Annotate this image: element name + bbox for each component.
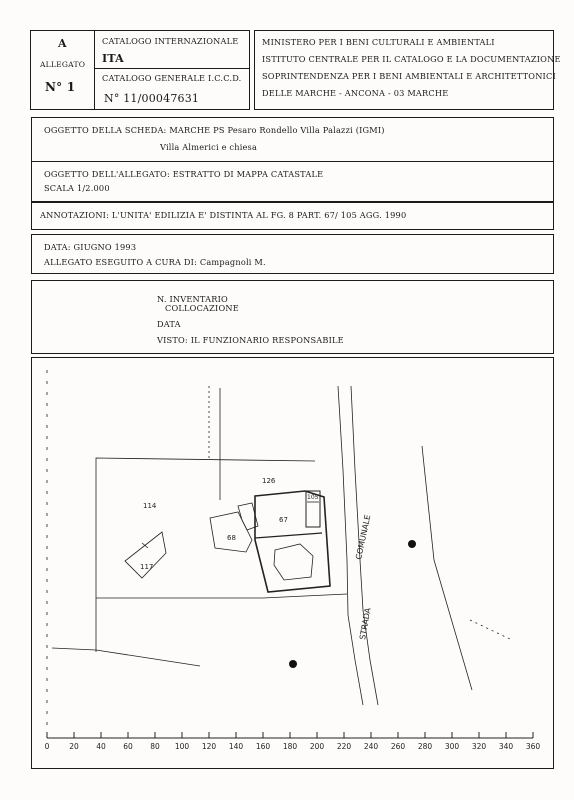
data-text: DATA: GIUGNO 1993 <box>44 242 137 252</box>
data-label: DATA <box>157 319 181 329</box>
parcel-label-67: 67 <box>279 516 288 524</box>
n-inventario: N. INVENTARIO <box>157 294 228 304</box>
visto-label: VISTO: IL FUNZIONARIO RESPONSABILE <box>157 335 344 345</box>
numero-catalogo: N° 11/00047631 <box>104 92 200 105</box>
collocazione: COLLOCAZIONE <box>165 303 239 313</box>
oggetto-allegato-line1: OGGETTO DELL'ALLEGATO: ESTRATTO DI MAPPA CATASTALE <box>44 169 324 179</box>
catalogo-internazionale: CATALOGO INTERNAZIONALE <box>102 36 239 46</box>
scale-tick-label: 360 <box>525 742 541 751</box>
eseguito-text: ALLEGATO ESEGUITO A CURA DI: Campagnoli M. <box>44 257 266 267</box>
road-label-strada: STRADA <box>358 607 373 641</box>
scale-tick-label: 320 <box>471 742 487 751</box>
oggetto-scheda-line2: Villa Almerici e chiesa <box>160 142 258 152</box>
allegato-number: N° 1 <box>45 80 76 94</box>
parcel-label-114: 114 <box>143 502 157 510</box>
allegato-label: ALLEGATO <box>40 60 86 69</box>
scale-tick-label: 340 <box>498 742 514 751</box>
scale-tick-label: 260 <box>390 742 406 751</box>
scale-tick-label: 240 <box>363 742 379 751</box>
annotazioni-text: ANNOTAZIONI: L'UNITA' EDILIZIA E' DISTINTA AL FG. 8 PART. 67/ 105 AGG. 1990 <box>40 210 407 220</box>
scale-tick-label: 100 <box>174 742 190 751</box>
ministero-line: MINISTERO PER I BENI CULTURALI E AMBIENTALI <box>262 37 495 47</box>
soprintendenza-line: SOPRINTENDENZA PER I BENI AMBIENTALI E ARCHITETTONICI <box>262 71 556 81</box>
scale-tick-label: 40 <box>96 742 106 751</box>
parcel-label-68: 68 <box>227 534 236 542</box>
parcel-label-105: 105 <box>307 494 319 501</box>
scale-tick-label: 300 <box>444 742 460 751</box>
allegato-letter: A <box>58 37 67 50</box>
scale-tick-label: 140 <box>228 742 244 751</box>
scale-tick-label: 200 <box>309 742 325 751</box>
scale-tick-label: 0 <box>44 742 50 751</box>
mid-divider <box>94 68 250 69</box>
scale-tick-label: 280 <box>417 742 433 751</box>
scale-tick-label: 160 <box>255 742 271 751</box>
oggetto-divider <box>31 161 554 162</box>
catalogo-generale: CATALOGO GENERALE I.C.C.D. <box>102 73 242 83</box>
road-label-comunale: COMUNALE <box>354 513 373 561</box>
oggetto-scheda-line1: OGGETTO DELLA SCHEDA: MARCHE PS Pesaro Rondello Villa Palazzi (IGMI) <box>44 125 385 135</box>
scale-tick-label: 120 <box>201 742 217 751</box>
parcel-label-126: 126 <box>262 477 276 485</box>
oggetto-allegato-line2: SCALA 1/2.000 <box>44 183 110 193</box>
data-box <box>31 234 554 274</box>
istituto-line: ISTITUTO CENTRALE PER IL CATALOGO E LA DOCUMENTAZIONE <box>262 54 561 64</box>
scale-tick-label: 20 <box>69 742 79 751</box>
parcel-label-117: 117 <box>140 563 154 571</box>
map-box <box>31 357 554 769</box>
scale-tick-label: 220 <box>336 742 352 751</box>
ita-code: ITA <box>102 52 124 65</box>
scale-tick-label: 80 <box>150 742 160 751</box>
marche-line: DELLE MARCHE - ANCONA - 03 MARCHE <box>262 88 449 98</box>
scale-tick-label: 180 <box>282 742 298 751</box>
scale-tick-label: 60 <box>123 742 133 751</box>
